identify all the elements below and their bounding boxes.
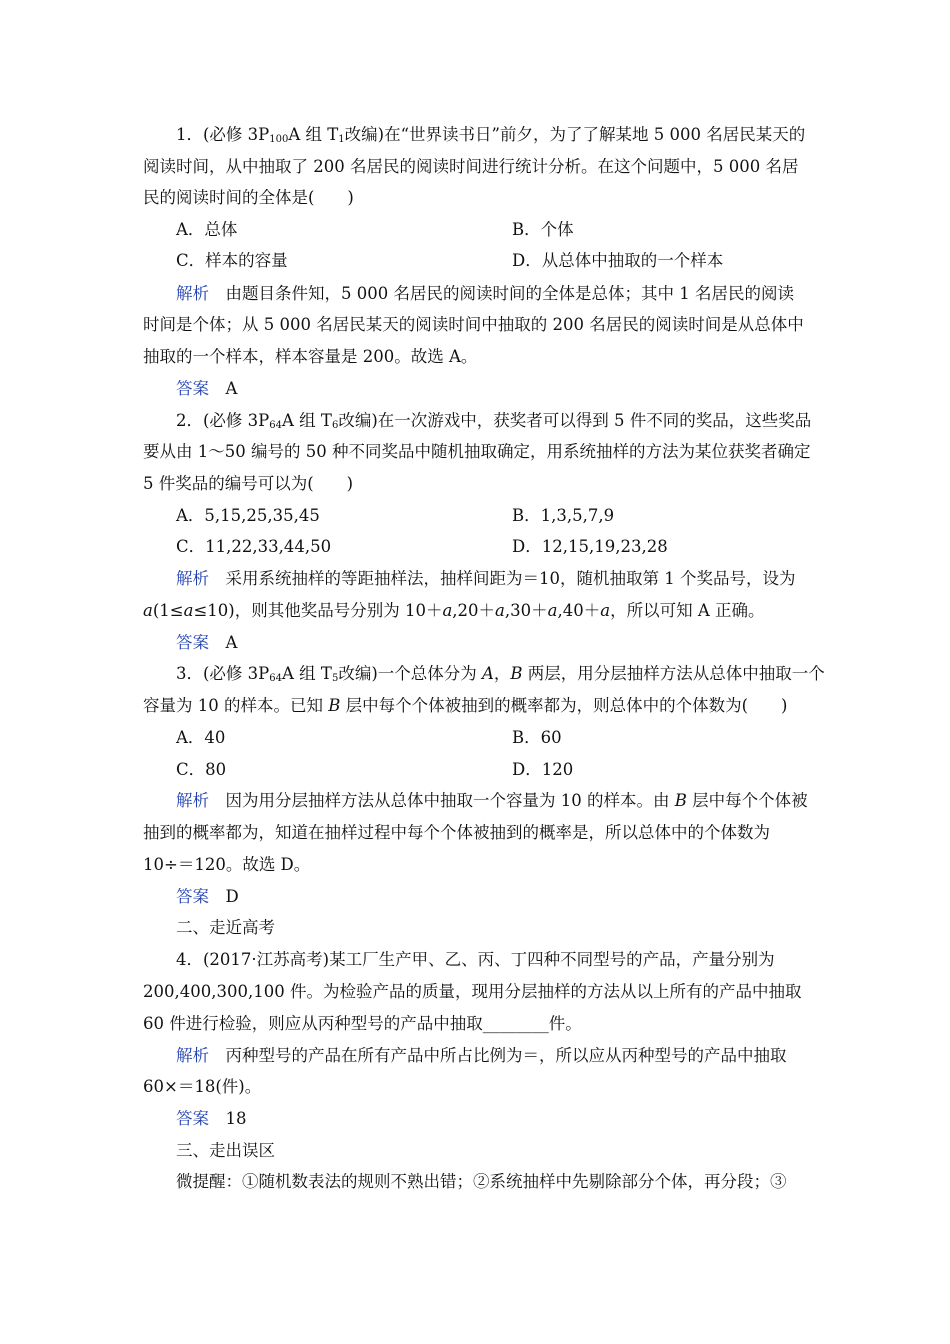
q3-analysis-line-3: 10÷＝120。故选 D。 bbox=[143, 855, 311, 874]
q2-answer: 答案 A bbox=[176, 633, 238, 652]
q2-analysis-line-1: 解析 采用系统抽样的等距抽样法，抽样间距为＝10，随机抽取第 1 个奖品号，设为 bbox=[176, 569, 796, 588]
analysis-label: 解析 bbox=[176, 569, 209, 588]
q1-option-a: A．总体 bbox=[176, 220, 238, 239]
q1-analysis-line-3: 抽取的一个样本，样本容量是 200。故选 A。 bbox=[143, 347, 478, 366]
tip-line: 微提醒：①随机数表法的规则不熟出错；②系统抽样中先剔除部分个体，再分段；③ bbox=[176, 1172, 787, 1191]
q4-answer: 答案 18 bbox=[176, 1109, 247, 1128]
q3-analysis-line-1: 解析 因为用分层抽样方法从总体中抽取一个容量为 10 的样本。由 B 层中每个个体被 bbox=[176, 791, 808, 810]
q2-stem-line-2: 要从由 1～50 编号的 50 种不同奖品中随机抽取确定，用系统抽样的方法为某位获奖者确定 bbox=[143, 442, 811, 461]
q3-stem-line-2: 容量为 10 的样本。已知 B 层中每个个体被抽到的概率都为，则总体中的个体数为( ) bbox=[143, 696, 788, 715]
answer-label: 答案 bbox=[176, 887, 209, 906]
q2-option-b: B．1,3,5,7,9 bbox=[512, 506, 615, 525]
analysis-label: 解析 bbox=[176, 284, 209, 303]
q1-stem-line-2: 阅读时间，从中抽取了 200 名居民的阅读时间进行统计分析。在这个问题中，5 000 名居 bbox=[143, 157, 799, 176]
q1-option-c: C．样本的容量 bbox=[176, 251, 288, 270]
q2-analysis-line-2: a(1≤a≤10)，则其他奖品号分别为 10＋a,20＋a,30＋a,40＋a，所以可知 A 正确。 bbox=[143, 601, 765, 620]
q3-option-c: C．80 bbox=[176, 760, 227, 779]
q4-analysis-line-1: 解析 丙种型号的产品在所有产品中所占比例为＝，所以应从丙种型号的产品中抽取 bbox=[176, 1046, 787, 1065]
analysis-label: 解析 bbox=[176, 1046, 209, 1065]
answer-label: 答案 bbox=[176, 379, 209, 398]
q3-analysis-line-2: 抽到的概率都为，知道在抽样过程中每个个体被抽到的概率是，所以总体中的个体数为 bbox=[143, 823, 770, 842]
q1-stem-line-3: 民的阅读时间的全体是( ) bbox=[143, 188, 354, 207]
q1-answer: 答案 A bbox=[176, 379, 238, 398]
answer-label: 答案 bbox=[176, 1109, 209, 1128]
q3-option-a: A．40 bbox=[176, 728, 226, 747]
q3-answer: 答案 D bbox=[176, 887, 239, 906]
section-heading-2: 二、走近高考 bbox=[176, 918, 275, 937]
q1-analysis-line-1: 解析 由题目条件知，5 000 名居民的阅读时间的全体是总体；其中 1 名居民的阅读 bbox=[176, 284, 794, 303]
q2-option-a: A．5,15,25,35,45 bbox=[176, 506, 320, 525]
analysis-label: 解析 bbox=[176, 791, 209, 810]
q4-stem-line-2: 200,400,300,100 件。为检验产品的质量，现用分层抽样的方法从以上所有的产品中抽取 bbox=[143, 982, 802, 1001]
q2-stem-line-3: 5 件奖品的编号可以为( ) bbox=[143, 474, 354, 493]
q3-option-d: D．120 bbox=[512, 760, 574, 779]
q2-stem-line-1: 2．(必修 $3P_{64}A$ 组 $T_6$改编)在一次游戏中，获奖者可以得到 5 件不同的奖品，这些奖品 bbox=[176, 411, 812, 431]
q1-option-b: B．个体 bbox=[512, 220, 574, 239]
q2-option-d: D．12,15,19,23,28 bbox=[512, 537, 668, 556]
q3-option-b: B．60 bbox=[512, 728, 562, 747]
q1-stem-line-1: 1．(必修 $3P_{100}A$ 组 $T_1$改编)在“世界读书日”前夕，为了了解某地 5 000 名居民某天的 bbox=[176, 125, 806, 145]
q3-stem-line-1: 3．(必修 $3P_{64}A$ 组 $T_5$改编)一个总体分为 A，B 两层，用分层抽样方法从总体中抽取一个 bbox=[176, 664, 825, 684]
q4-analysis-line-2: 60×＝18(件)。 bbox=[143, 1077, 262, 1096]
q2-option-c: C．11,22,33,44,50 bbox=[176, 537, 332, 556]
answer-label: 答案 bbox=[176, 633, 209, 652]
q1-option-d: D．从总体中抽取的一个样本 bbox=[512, 251, 724, 270]
q1-analysis-line-2: 时间是个体；从 5 000 名居民某天的阅读时间中抽取的 200 名居民的阅读时间是从总体中 bbox=[143, 315, 804, 334]
q4-stem-line-3: 60 件进行检验，则应从丙种型号的产品中抽取________件。 bbox=[143, 1014, 582, 1033]
section-heading-3: 三、走出误区 bbox=[176, 1141, 275, 1160]
q4-stem-line-1: 4．(2017·江苏高考)某工厂生产甲、乙、丙、丁四种不同型号的产品，产量分别为 bbox=[176, 950, 775, 969]
